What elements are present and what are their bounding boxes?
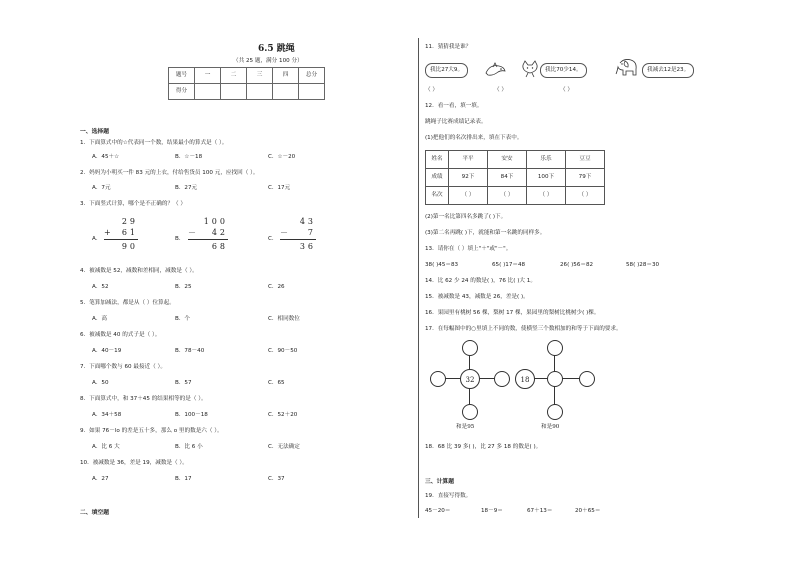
calc-operator: －	[280, 228, 291, 237]
records-cell: 平平	[449, 151, 488, 169]
dolphin-icon	[484, 61, 506, 79]
calc-operator: +	[104, 228, 114, 237]
blank-circle[interactable]	[462, 340, 478, 356]
question-12-stem: 12．看一看，填一填。	[425, 103, 483, 109]
option-b[interactable]: B．27元	[175, 185, 198, 191]
option-a[interactable]: A．52	[92, 284, 109, 290]
question-stem: 8．下面算式中，和 37＋45 的结果相等的是（ ）。	[80, 396, 207, 402]
question-stem: 5．笔算加减法，都是从（ ）位算起。	[80, 300, 175, 306]
question-stem: 2．妈妈为小明买一件 83 元的上衣，付给售货员 100 元，应找回（ ）。	[80, 170, 259, 176]
question-18-stem: 18．68 比 39 多( )，比 27 多 18 的数是( )。	[425, 444, 542, 450]
option-b[interactable]: B．100－18	[175, 412, 208, 418]
score-cell: 题号	[169, 68, 195, 84]
rank-blank[interactable]: （ ）	[449, 187, 488, 205]
vertical-calc-c	[280, 216, 316, 252]
question-16-stem: 16．果园里有桃树 56 棵，梨树 17 棵，果园里的梨树比桃树少( )棵。	[425, 310, 600, 316]
q13-item[interactable]: 58( )28＝30	[626, 262, 660, 268]
section-heading-calc: 三、计算题	[425, 479, 454, 485]
answer-blank-3[interactable]: （ ）	[560, 87, 573, 93]
question-12-part1: (1)把他们的名次排出来，填在下表中。	[425, 135, 523, 141]
fox-icon	[518, 60, 540, 78]
score-input-cell[interactable]	[273, 84, 299, 100]
vertical-calc-b	[188, 216, 228, 252]
score-input-cell[interactable]	[221, 84, 247, 100]
option-b[interactable]: B．25	[175, 284, 192, 290]
blank-circle[interactable]	[547, 340, 563, 356]
records-cell: 豆豆	[566, 151, 605, 169]
option-c[interactable]: C．17元	[268, 185, 291, 191]
speech-bubble-1: 我比27大9。	[425, 63, 468, 78]
question-12-intro: 跳绳子比赛成绩记录表。	[425, 119, 487, 125]
option-c[interactable]: C．26	[268, 284, 285, 290]
score-table-score-row	[169, 84, 325, 100]
calc-result: 36	[299, 242, 316, 251]
records-cell: 乐乐	[527, 151, 566, 169]
blank-circle[interactable]	[462, 404, 478, 420]
option-a[interactable]: A．40－19	[92, 348, 122, 354]
center-circle: 32	[460, 369, 480, 389]
speech-bubble-3: 我减去12是23。	[642, 63, 694, 78]
calc-result: 90	[121, 242, 138, 251]
records-cell: 79下	[566, 169, 605, 187]
option-c[interactable]: C．65	[268, 380, 285, 386]
score-input-cell[interactable]	[299, 84, 325, 100]
records-score-row	[426, 169, 605, 187]
question-stem: 4．被减数是 52，减数和差相同，减数是（ ）。	[80, 268, 198, 274]
calc-item[interactable]: 45－20＝	[425, 508, 451, 514]
q13-item[interactable]: 38( )45＝83	[425, 262, 459, 268]
page-title: 6.5 跳绳	[258, 44, 295, 54]
elephant-icon	[614, 57, 640, 79]
records-cell: 92下	[449, 169, 488, 187]
calc-bottom: 7	[307, 228, 316, 237]
records-rank-row	[426, 187, 605, 205]
q13-item[interactable]: 26( )56＝82	[560, 262, 594, 268]
blank-circle[interactable]	[547, 404, 563, 420]
option-a[interactable]: A．34＋58	[92, 412, 122, 418]
calc-result: 68	[211, 242, 228, 251]
option-a[interactable]: A．50	[92, 380, 109, 386]
option-b[interactable]: B．78－40	[175, 348, 205, 354]
option-b[interactable]: B．	[175, 236, 185, 242]
records-cell: 名次	[426, 187, 449, 205]
question-12-part2: (2)第一名比第四名多跳了( )下。	[425, 214, 507, 220]
page-subtitle: （共 25 题，满分 100 分）	[233, 58, 303, 64]
option-b[interactable]: B．17	[175, 476, 192, 482]
question-stem: 1．下面算式中的☆代表同一个数，结果最小的算式是（ ）。	[80, 140, 228, 146]
score-table	[168, 67, 325, 100]
score-table-header-row	[169, 68, 325, 84]
score-input-cell[interactable]	[195, 84, 221, 100]
question-15-stem: 15．被减数是 43，减数是 26，差是( )。	[425, 294, 529, 300]
blank-circle[interactable]	[430, 371, 446, 387]
records-cell: 100下	[527, 169, 566, 187]
option-a[interactable]: A．7元	[92, 185, 111, 191]
option-c[interactable]: C．37	[268, 476, 285, 482]
score-input-cell[interactable]	[247, 84, 273, 100]
score-cell: 二	[221, 68, 247, 84]
score-cell: 四	[273, 68, 299, 84]
number-cross-2	[515, 340, 595, 420]
question-17-stem: 17．在每幅图中的○里填上不同的数，使横竖三个数相加的和等于下面的要求。	[425, 326, 622, 332]
section-heading-fill: 二、填空题	[80, 510, 109, 516]
calc-item[interactable]: 67＋13＝	[527, 508, 553, 514]
question-19-stem: 19．直接写得数。	[425, 493, 472, 499]
calc-item[interactable]: 18－9＝	[481, 508, 503, 514]
question-14-stem: 14．比 62 少 24 的数是( )，76 比( )大 1。	[425, 278, 536, 284]
records-table	[425, 150, 605, 205]
question-stem: 9．如果 76－lo 的差是五十多，那么 o 里的数是六（ ）。	[80, 428, 223, 434]
option-a[interactable]: A．45＋☆	[92, 154, 120, 160]
number-cross-1	[430, 340, 510, 420]
answer-blank-2[interactable]: （ ）	[494, 87, 507, 93]
option-b[interactable]: B．比 6 小	[175, 444, 203, 450]
question-11-stem: 11．猜猜我是谁？	[425, 44, 472, 50]
option-c[interactable]: C．相同数位	[268, 316, 300, 322]
option-a[interactable]: A．	[92, 236, 102, 242]
calc-operator: －	[188, 228, 199, 237]
score-cell: 三	[247, 68, 273, 84]
option-c[interactable]: C．52＋20	[268, 412, 298, 418]
column-divider	[418, 38, 419, 518]
question-13-stem: 13．请你在（ ）填上"＋"或"－"。	[425, 246, 512, 252]
rank-blank[interactable]: （ ）	[566, 187, 605, 205]
option-c[interactable]: C．90－50	[268, 348, 298, 354]
records-cell: 成绩	[426, 169, 449, 187]
blank-circle[interactable]	[579, 371, 595, 387]
question-stem: 7．下面哪个数与 60 最接近（ ）。	[80, 364, 166, 370]
q13-item[interactable]: 65( )17＝48	[492, 262, 526, 268]
option-b[interactable]: B．57	[175, 380, 192, 386]
option-a[interactable]: A．比 6 大	[92, 444, 120, 450]
records-cell: 84下	[488, 169, 527, 187]
left-circle: 18	[515, 369, 535, 389]
section-heading-choice: 一、选择题	[80, 129, 109, 135]
question-stem: 6．被减数是 40 的式子是（ ）。	[80, 332, 161, 338]
option-b[interactable]: B．个	[175, 316, 191, 322]
question-12-part3: (3)第二名再跳( )下，就能和第一名跳的同样多。	[425, 230, 546, 236]
question-stem: 3．下面竖式计算，哪个是不正确的？（ ）	[80, 201, 187, 207]
option-c[interactable]: C．无法确定	[268, 444, 300, 450]
question-stem: 10．被减数是 36，差是 19，减数是（ ）。	[80, 460, 188, 466]
sum-caption-1: 和是95	[456, 424, 475, 430]
records-name-row	[426, 151, 605, 169]
answer-blank-1[interactable]: （ ）	[425, 87, 438, 93]
score-cell: 一	[195, 68, 221, 84]
blank-circle[interactable]	[547, 371, 563, 387]
option-a[interactable]: A．高	[92, 316, 108, 322]
score-cell: 得分	[169, 84, 195, 100]
records-cell: 安安	[488, 151, 527, 169]
option-c[interactable]: C．☆－20	[268, 154, 296, 160]
calc-top: 29	[121, 217, 138, 226]
speech-bubble-2: 我比70少14。	[540, 63, 587, 78]
rank-blank[interactable]: （ ）	[488, 187, 527, 205]
calc-top: 43	[299, 217, 316, 226]
option-a[interactable]: A．27	[92, 476, 109, 482]
calc-bottom: 61	[121, 228, 138, 237]
score-cell: 总分	[299, 68, 325, 84]
vertical-calc-a	[104, 216, 138, 252]
calc-top: 100	[203, 217, 228, 226]
rank-blank[interactable]: （ ）	[527, 187, 566, 205]
option-c[interactable]: C．	[268, 236, 278, 242]
calc-bottom: 42	[211, 228, 228, 237]
sum-caption-2: 和是90	[541, 424, 560, 430]
records-cell: 姓名	[426, 151, 449, 169]
option-b[interactable]: B．☆－18	[175, 154, 203, 160]
blank-circle[interactable]	[494, 371, 510, 387]
calc-item[interactable]: 20＋65＝	[575, 508, 601, 514]
